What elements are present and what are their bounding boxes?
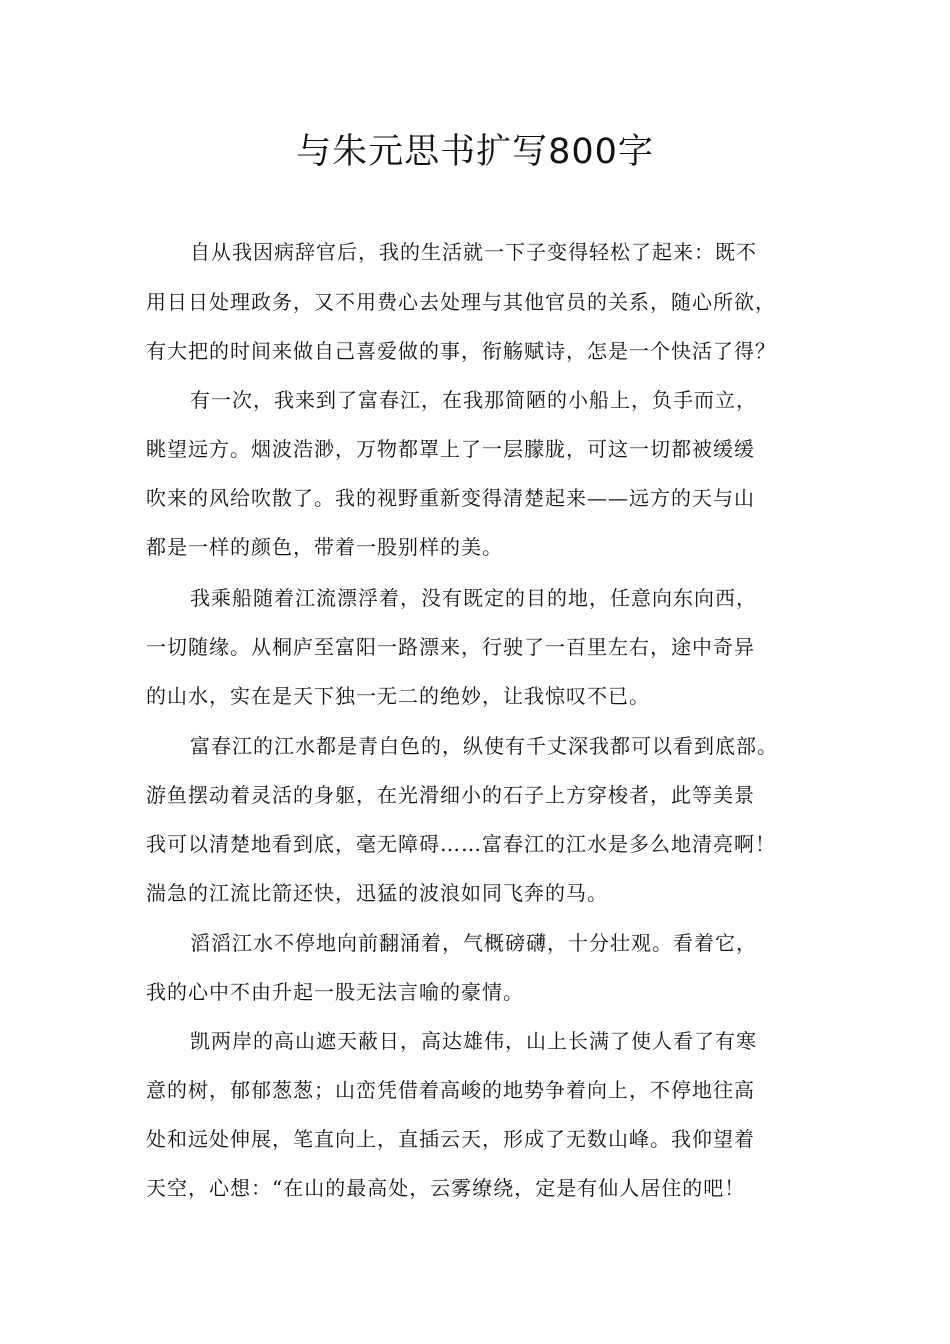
paragraph-line: 吹来的风给吹散了。我的视野重新变得清楚起来——远方的天与山 <box>146 486 755 510</box>
paragraph-line: 的山水，实在是天下独一无二的绝妙，让我惊叹不已。 <box>146 684 650 708</box>
paragraph-line: 游鱼摆动着灵活的身躯，在光滑细小的石子上方穿梭者，此等美景 <box>146 783 755 807</box>
paragraph-line: 我的心中不由升起一股无法言喻的豪情。 <box>146 980 524 1004</box>
paragraph-line: 意的树，郁郁葱葱；山峦凭借着高峻的地势争着向上，不停地往高 <box>146 1078 755 1102</box>
page-title: 与朱元思书扩写800字 <box>296 132 654 172</box>
paragraph-line: 我可以清楚地看到底，毫无障碍……富春江的江水是多么地清亮啊！ <box>146 832 776 856</box>
paragraph-line: 滔滔江水不停地向前翻涌着，气概磅礴，十分壮观。看着它， <box>190 931 757 955</box>
paragraph-line: 用日日处理政务，又不用费心去处理与其他官员的关系，随心所欲， <box>146 290 776 314</box>
paragraph-line: 湍急的江流比箭还快，迅猛的波浪如同飞奔的马。 <box>146 881 608 905</box>
paragraph-line: 处和远处伸展，笔直向上，直插云天，形成了无数山峰。我仰望着 <box>146 1127 755 1151</box>
paragraph-line: 凯两岸的高山遮天蔽日，高达雄伟，山上长满了使人看了有寒 <box>190 1029 757 1053</box>
paragraph-line: 都是一样的颜色，带着一股别样的美。 <box>146 535 503 559</box>
paragraph-line: 我乘船随着江流漂浮着，没有既定的目的地，任意向东向西， <box>190 586 757 610</box>
paragraph-line: 有大把的时间来做自己喜爱做的事，衔觞赋诗，怎是一个快活了得？ <box>146 339 776 363</box>
paragraph-line: 有一次，我来到了富春江，在我那简陋的小船上，负手而立， <box>190 388 757 412</box>
paragraph-line: 一切随缘。从桐庐至富阳一路漂来，行驶了一百里左右，途中奇异 <box>146 635 755 659</box>
paragraph-line: 眺望远方。烟波浩渺，万物都罩上了一层朦胧，可这一切都被缓缓 <box>146 437 755 461</box>
paragraph-line: 富春江的江水都是青白色的，纵使有千丈深我都可以看到底部。 <box>190 734 778 758</box>
paragraph-line: 自从我因病辞官后，我的生活就一下子变得轻松了起来：既不 <box>190 240 757 264</box>
paragraph-line: 天空，心想：“在山的最高处，云雾缭绕，定是有仙人居住的吧！ <box>146 1176 746 1200</box>
